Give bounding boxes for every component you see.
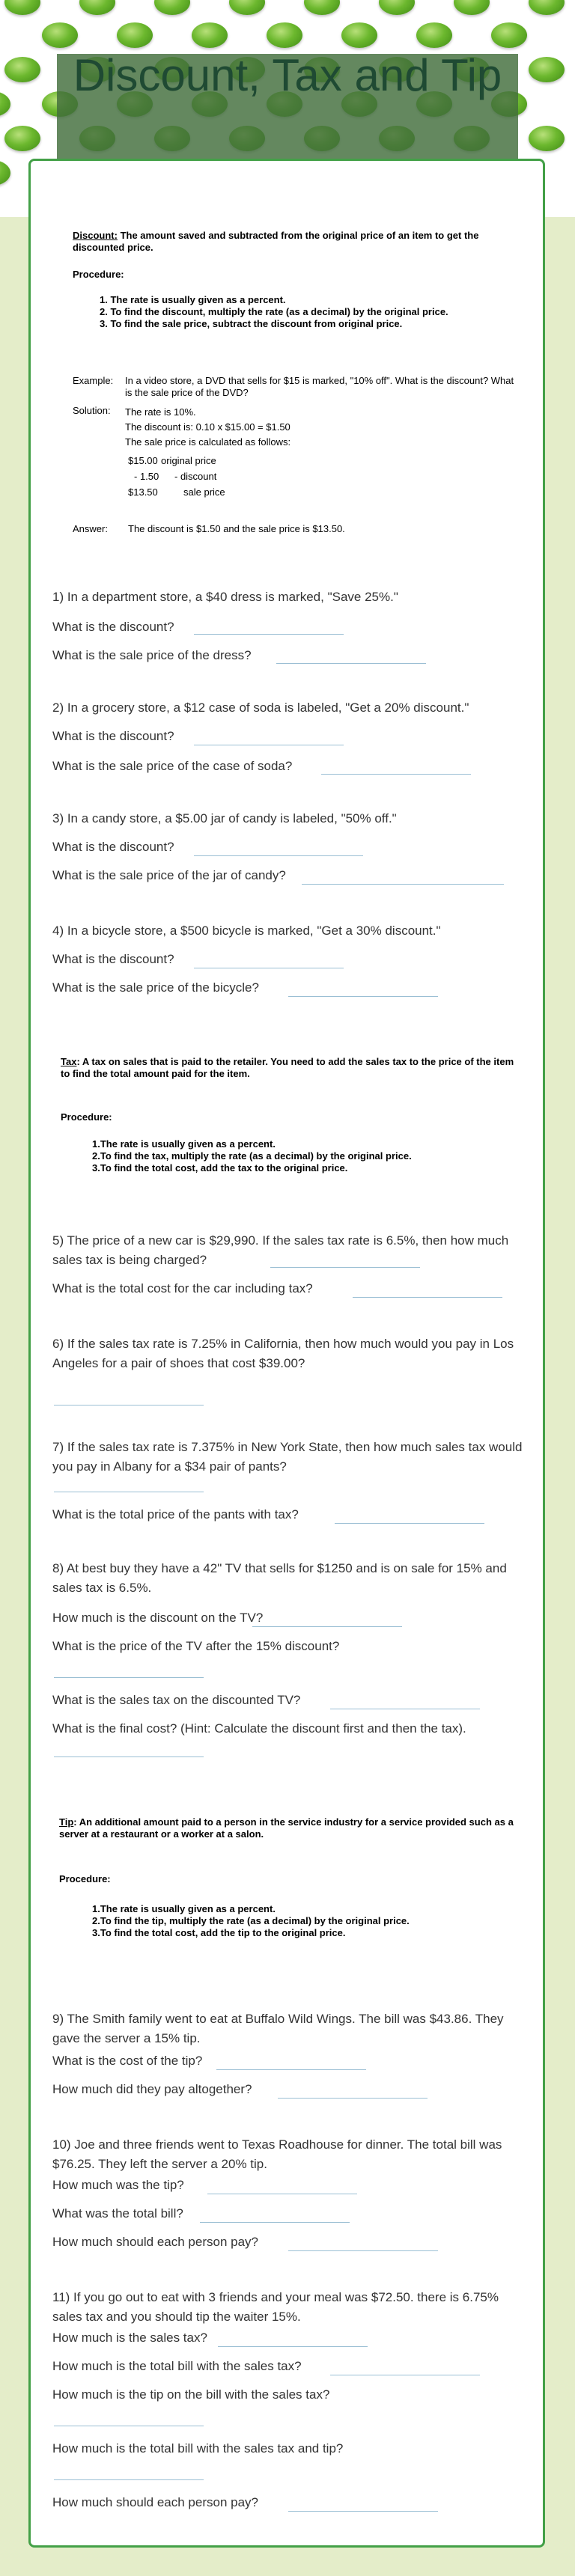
green-bubble (0, 160, 10, 186)
green-bubble (4, 0, 40, 15)
solution-line: The discount is: 0.10 x $15.00 = $1.50 (125, 421, 290, 433)
discount-definition (73, 230, 507, 254)
worksheet-card (28, 159, 545, 2548)
calculation (128, 453, 225, 500)
answer-line[interactable] (288, 996, 438, 997)
answer-line[interactable] (278, 2098, 428, 2099)
tip-term: Tip (59, 1816, 74, 1828)
step: 3. To find the sale price, subtract the discount from original price. (100, 318, 403, 329)
calc-amount: - 1.50 (134, 471, 159, 482)
answer-line[interactable] (54, 1677, 204, 1678)
question-11b: How much is the total bill with the sales tax? (52, 2359, 302, 2373)
answer-text: The discount is $1.50 and the sale price is $13.50. (128, 523, 345, 534)
answer-line[interactable] (335, 1523, 484, 1524)
question-10c: How much should each person pay? (52, 2235, 258, 2249)
tax-procedure-label: Procedure: (61, 1111, 112, 1123)
tip-procedure-label: Procedure: (59, 1873, 111, 1884)
step: 1.The rate is usually given as a percent. (92, 1138, 276, 1150)
green-bubble (491, 22, 527, 48)
answer-line[interactable] (54, 1756, 204, 1757)
tax-term: Tax (61, 1056, 77, 1067)
question-2a: What is the discount? (52, 729, 174, 743)
question-8b: What is the price of the TV after the 15% discount? (52, 1639, 340, 1653)
green-bubble (4, 57, 40, 82)
question-11e: How much should each person pay? (52, 2495, 258, 2509)
question-10: 10) Joe and three friends went to Texas Roadhouse for dinner. The total bill was $76.25. They left the server a 20% tip. (52, 2137, 502, 2171)
discount-steps (100, 294, 519, 330)
question-11: 11) If you go out to eat with 3 friends and your meal was $72.50. there is 6.75% sales tax and you should tip the waiter 15%. (52, 2290, 499, 2324)
question-1a: What is the discount? (52, 620, 174, 634)
green-bubble (192, 22, 228, 48)
question-1b: What is the sale price of the dress? (52, 648, 252, 662)
discount-procedure-label: Procedure: (73, 269, 124, 280)
question-5: 5) The price of a new car is $29,990. If the sales tax rate is 6.5%, then how much sales tax is being charged? (52, 1233, 509, 1267)
discount-term: Discount: (73, 230, 118, 241)
calc-amount: $15.00 (128, 455, 158, 466)
calc-amount: $13.50 (128, 486, 158, 498)
green-bubble (454, 0, 490, 15)
tip-steps (92, 1903, 526, 1939)
answer-line[interactable] (270, 1267, 420, 1268)
question-8a: How much is the discount on the TV? (52, 1611, 264, 1625)
example-label: Example: (73, 375, 114, 386)
solution-line: The sale price is calculated as follows: (125, 436, 291, 448)
question-7: 7) If the sales tax rate is 7.375% in New York State, then how much sales tax would you pay in Albany for a $34 pair of pants? (52, 1440, 523, 1474)
page-title: Discount, Tax and Tip (73, 50, 502, 100)
answer-line[interactable] (200, 2222, 350, 2223)
green-bubble (0, 91, 10, 117)
answer-line[interactable] (252, 1626, 402, 1627)
green-bubble (416, 22, 452, 48)
green-bubble (117, 22, 153, 48)
question-4a: What is the discount? (52, 952, 174, 966)
answer-line[interactable] (216, 2069, 366, 2070)
question-11d: How much is the total bill with the sales tax and tip? (52, 2441, 344, 2456)
tax-definition (61, 1056, 517, 1080)
green-bubble (529, 57, 565, 82)
green-bubble (304, 0, 340, 15)
answer-line[interactable] (288, 2511, 438, 2512)
answer-line[interactable] (321, 774, 471, 775)
answer-line[interactable] (288, 2250, 438, 2251)
question-3: 3) In a candy store, a $5.00 jar of candy is labeled, "50% off." (52, 811, 397, 825)
solution-line: The rate is 10%. (125, 406, 196, 418)
answer-line[interactable] (218, 2346, 368, 2347)
green-bubble (154, 0, 190, 15)
step: 2.To find the tax, multiply the rate (as a decimal) by the original price. (92, 1150, 412, 1162)
green-bubble (341, 22, 377, 48)
question-4b: What is the sale price of the bicycle? (52, 980, 259, 995)
question-10a: How much was the tip? (52, 2178, 184, 2192)
question-8d: What is the final cost? (Hint: Calculate the discount first and then the tax). (52, 1721, 466, 1736)
step: 3.To find the total cost, add the tip to the original price. (92, 1927, 346, 1938)
question-9b: How much did they pay altogether? (52, 2082, 252, 2096)
question-3b: What is the sale price of the jar of candy? (52, 868, 286, 882)
green-bubble (4, 126, 40, 151)
question-4: 4) In a bicycle store, a $500 bicycle is marked, "Get a 30% discount." (52, 924, 441, 938)
step: 1. The rate is usually given as a percent. (100, 294, 286, 305)
answer-label: Answer: (73, 523, 108, 534)
green-bubble (379, 0, 415, 15)
question-7b: What is the total price of the pants with tax? (52, 1507, 299, 1522)
question-3a: What is the discount? (52, 840, 174, 854)
question-5b: What is the total cost for the car including tax? (52, 1281, 313, 1295)
green-bubble (267, 22, 302, 48)
green-bubble (529, 0, 565, 15)
green-bubble (529, 126, 565, 151)
discount-definition-text: The amount saved and subtracted from the original price of an item to get the discounted price. (73, 230, 479, 253)
example-text: In a video store, a DVD that sells for $15 is marked, "10% off". What is the discount? What is the sale price of the DVD? (125, 375, 514, 398)
answer-line[interactable] (54, 2479, 204, 2480)
step: 2.To find the tip, multiply the rate (as a decimal) by the original price. (92, 1915, 410, 1926)
question-2: 2) In a grocery store, a $12 case of soda is labeled, "Get a 20% discount." (52, 701, 469, 715)
tax-definition-text: : A tax on sales that is paid to the retailer. You need to add the sales tax to the price of the item to find the total amount paid for the item. (61, 1056, 514, 1079)
question-8c: What is the sales tax on the discounted TV? (52, 1693, 301, 1707)
answer-line[interactable] (353, 1297, 502, 1298)
question-9a: What is the cost of the tip? (52, 2054, 203, 2068)
tip-definition-text: : An additional amount paid to a person in the service industry for a service provided such as a server at a restaurant or a worker at a salon. (59, 1816, 514, 1840)
step: 3.To find the total cost, add the tax to the original price. (92, 1162, 348, 1173)
tax-steps (92, 1138, 526, 1174)
answer-line[interactable] (276, 663, 426, 664)
question-11c: How much is the tip on the bill with the sales tax? (52, 2387, 330, 2402)
answer-line[interactable] (194, 855, 363, 856)
green-bubble (42, 22, 78, 48)
question-1: 1) In a department store, a $40 dress is marked, "Save 25%." (52, 590, 398, 604)
step: 1.The rate is usually given as a percent. (92, 1903, 276, 1914)
calc-label: sale price (183, 486, 225, 498)
question-10b: What was the total bill? (52, 2206, 183, 2221)
calc-label: original price (161, 455, 216, 466)
question-6: 6) If the sales tax rate is 7.25% in California, then how much would you pay in Los Angeles for a pair of shoes that cost $39.00? (52, 1337, 514, 1370)
question-11a: How much is the sales tax? (52, 2331, 207, 2345)
solution-lines (125, 405, 425, 450)
answer-line[interactable] (302, 884, 504, 885)
question-2b: What is the sale price of the case of soda? (52, 759, 293, 773)
green-bubble (229, 0, 265, 15)
step: 2. To find the discount, multiply the rate (as a decimal) by the original price. (100, 306, 448, 317)
green-bubble (79, 0, 115, 15)
calc-label: - discount (174, 471, 217, 482)
question-8: 8) At best buy they have a 42" TV that sells for $1250 and is on sale for 15% and sales tax is 6.5%. (52, 1561, 507, 1595)
answer-line[interactable] (194, 634, 344, 635)
tip-definition (59, 1816, 516, 1840)
solution-label: Solution: (73, 405, 111, 416)
question-9: 9) The Smith family went to eat at Buffalo Wild Wings. The bill was $43.86. They gave the server a 15% tip. (52, 2012, 504, 2045)
